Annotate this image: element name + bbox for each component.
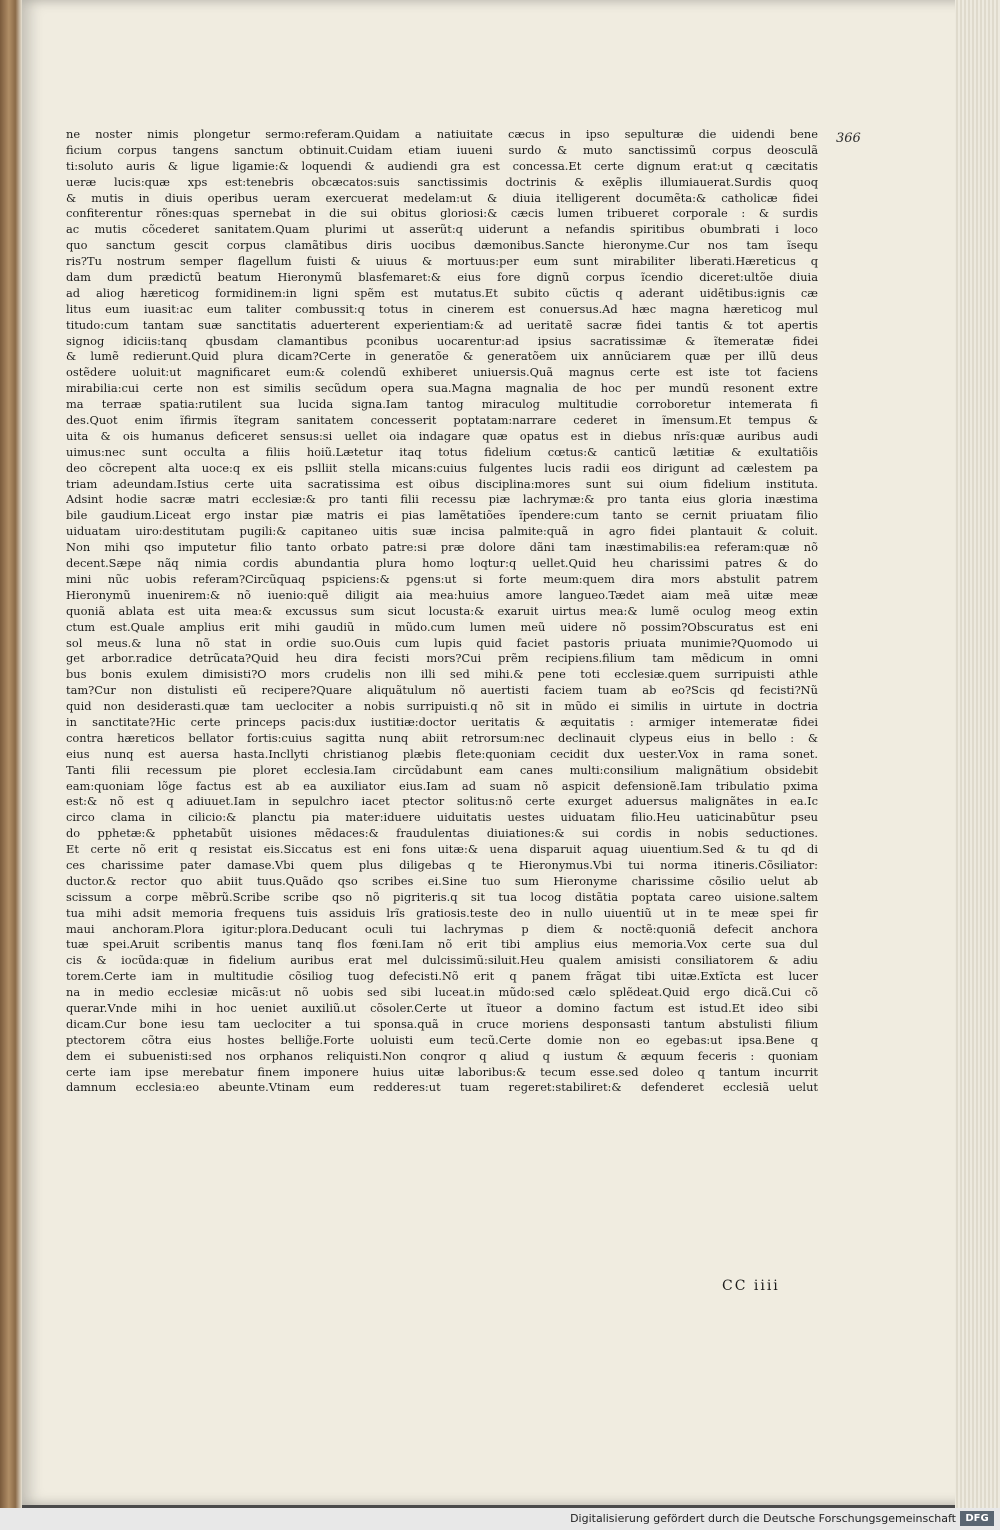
text-line: na in medio ecclesiæ micãs:ut nõ uobis sed sibi luceat.in mũdo:sed cælo splẽdeat.Quid ergo dicã.Cui cõ	[66, 985, 818, 1000]
text-line: deo cõcrepent alta uoce:q ex eis pslliit stella micans:cuius fulgentes lucis radii eos dirigunt ad cælestem pa	[66, 460, 818, 475]
text-column	[66, 127, 818, 1096]
text-line: Hieronymũ inuenirem:& nõ iuenio:quẽ diligit aia mea:huius amore langueo.Tædet aiam meã uitæ meæ	[66, 587, 818, 602]
text-line: & lumẽ redierunt.Quid plura dicam?Certe in generatõe & generatõem uix annũciarem quæ per illũ deus	[66, 349, 818, 364]
text-line: Adsint hodie sacræ matri ecclesiæ:& pro tanti filii recessu piæ lachrymæ:& pro tanta eius gloria inæstima	[66, 492, 818, 507]
text-line: certe iam ipse merebatur finem imponere huius uitæ laboribus:& tecum esse.sed doleo q tantum incurrit	[66, 1064, 818, 1079]
dfg-logo: DFG	[960, 1511, 994, 1526]
text-line: damnum ecclesia:eo abeunte.Vtinam eum redderes:ut tuam regeret:stabiliret:& defenderet ecclesiã uelut	[66, 1080, 818, 1095]
text-line: tuæ spei.Aruit scribentis manus tanq flos fœni.Iam nõ erit tibi amplius eius memoria.Vox certe sua dul	[66, 937, 818, 952]
text-line: sol meus.& luna nõ stat in ordie suo.Ouis cum lupis quid faciet pastoris priuata munimie?Quomodo ui	[66, 635, 818, 650]
text-line: ac mutis cõcederet sanitatem.Quam plurimi ut asserũt:q uiderunt a nefandis spiritibus obumbrati i loco	[66, 222, 818, 237]
text-line: tua mihi adsit memoria frequens tuis assiduis lrĩs gratiosis.teste deo in nullo uiuentiũ ut in te meæ spei fir	[66, 905, 818, 920]
page-edges	[955, 0, 1000, 1508]
text-line: uita & ois humanus deficeret sensus:si uellet oia indagare quæ opatus est in diebus nrĩs:quæ auribus audi	[66, 428, 818, 443]
text-line: quid non desiderasti.quæ tam ueclociter a nobis surripuisti.q nõ sit in mũdo ei similis in uirtute in doctria	[66, 699, 818, 714]
text-line: ad aliog hæreticog formidinem:in ligni spẽm est mutatus.Et subito cũctis q aderant uidẽtibus:ignis cæ	[66, 285, 818, 300]
text-line: circo clama in cilicio:& planctu pia mater:iduere uiduitatis uestes uiduatam filio.Heu uaticinabũtur pseu	[66, 810, 818, 825]
footer-bar	[0, 1508, 1000, 1530]
text-line: ris?Tu nostrum semper flagellum fuisti & uiuus & mortuus:per eum sunt mirabiliter liberati.Hæreticus q	[66, 254, 818, 269]
text-line: ductor.& rector quo abiit tuus.Quãdo qso scribes ei.Sine tuo sum Hieronyme charissime cõsilio uelut ab	[66, 873, 818, 888]
text-line: litus eum iuasit:ac eum taliter combussit:q totus in cinerem est conuersus.Ad hæc magna hæreticog mul	[66, 301, 818, 316]
text-line: triam adeundam.Istius certe uita sacratissima est oibus disciplina:mores sunt sui oium fidelium instituta.	[66, 476, 818, 491]
text-line: ma terraæ spatia:rutilent sua lucida signa.Iam tantog miraculog multitudie corroboretur intemerata fi	[66, 397, 818, 412]
text-line: uimus:nec sunt occulta a filiis hoiũ.Lætetur itaq totus fidelium cœtus:& canticũ lætitiæ & exultatiõis	[66, 444, 818, 459]
text-line: Et certe nõ erit q resistat eis.Siccatus est eni fons uitæ:& uena disparuit aquag uiuentium.Sed & tu qd di	[66, 842, 818, 857]
text-line: dem ei subuenisti:sed nos orphanos reliquisti.Non conqror q aliud q iustum & æquum feceris : quoniam	[66, 1048, 818, 1063]
text-line: ti:soluto auris & ligue ligamie:& loquendi & audiendi gra est concessa.Et certe dignum erat:ut q cæcitatis	[66, 158, 818, 173]
text-line: Non mihi qso imputetur filio tanto orbato patre:si præ dolore dãni tam inæstimabilis:ea referam:quæ nõ	[66, 540, 818, 555]
text-line: ficium corpus tangens sanctum obtinuit.Cuidam etiam iuueni surdo & muto sanctissimũ corpus deosculã	[66, 142, 818, 157]
folio-number: 366	[836, 131, 861, 146]
text-line: get arbor.radice detrũcata?Quid heu dira fecisti mors?Cui prẽm recipiens.filium tam mẽdicum in omni	[66, 651, 818, 666]
text-line: titudo:cum tantam suæ sanctitatis aduerterent experientiam:& ad ueritatẽ sacræ fidei tantis & tot apertis	[66, 317, 818, 332]
text-line: dam dum prædictũ beatum Hieronymũ blasfemaret:& eius fore dignũ corpus ĩcendio diceret:ultõe diuia	[66, 270, 818, 285]
book-binding	[0, 0, 22, 1508]
text-line: Tanti filii recessum pie ploret ecclesia.Iam circũdabunt eam canes multi:consilium malignãtium obsidebit	[66, 762, 818, 777]
text-line: mini nũc uobis referam?Circũquaq pspiciens:& pgens:ut si forte meum:quem dira mors abstulit patrem	[66, 571, 818, 586]
text-line: mirabilia:cui certe non est similis secũdum opera sua.Magna magnalia de hoc per mundũ resonent extre	[66, 381, 818, 396]
text-line: ces charissime pater damase.Vbi quem plus diligebas q te Hieronymus.Vbi tui norma itineris.Cõsiliator:	[66, 857, 818, 872]
text-line: ostẽdere uoluit:ut magnificaret eum:& colendũ exhiberet uniuersis.Quã magnus certe est iste tot faciens	[66, 365, 818, 380]
funding-credit: Digitalisierung gefördert durch die Deutsche Forschungsgemeinschaft	[570, 1512, 956, 1525]
text-line: confiterentur rõnes:quas spernebat in die sui obitus gloriosi:& cæcis lumen tribueret corporale : & surdis	[66, 206, 818, 221]
text-line: tam?Cur non distulisti eũ recipere?Quare aliquãtulum nõ auertisti faciem tuam ab eo?Scis qd fecisti?Nũ	[66, 683, 818, 698]
text-line: scissum a corpe mẽbrũ.Scribe scribe qso nõ pigriteris.q sit tua locog distãtia poptata careo uisione.saltem	[66, 889, 818, 904]
text-line: do pphetæ:& pphetabũt uisiones mẽdaces:& fraudulentas diuiationes:& sui cordis in nobis seductiones.	[66, 826, 818, 841]
text-line: quoniã ablata est uita mea:& excussus sum sicut locusta:& exaruit uirtus mea:& lumẽ oculog meog extin	[66, 603, 818, 618]
text-line: uiduatam uiro:destitutam pugili:& capitaneo uitis suæ incisa palmite:quã in agro fidei plantauit & coluit.	[66, 524, 818, 539]
text-line: contra hæreticos bellator fortis:cuius sagitta nunq abiit retrorsum:nec declinauit clypeus eius in bello : &	[66, 730, 818, 745]
text-line: in sanctitate?Hic certe princeps pacis:dux iustitiæ:doctor ueritatis & æquitatis : armiger intemeratæ fidei	[66, 714, 818, 729]
text-line: maui anchoram.Plora igitur:plora.Deducant oculi tui lachrymas p diem & noctẽ:quoniã defecit anchora	[66, 921, 818, 936]
text-line: bile gaudium.Liceat ergo instar piæ matris ei pias lamẽtatiões ĩpendere:cum tanto se cernit priuatam filio	[66, 508, 818, 523]
text-line: cis & iocũda:quæ in fidelium auribus erat mel dulcissimũ:siluit.Heu qualem amisisti consiliatorem & adiu	[66, 953, 818, 968]
text-line: decent.Sæpe nãq nimia cordis abundantia plura homo loqtur:q uellet.Quid heu charissimi patres & do	[66, 556, 818, 571]
text-line: quo sanctum gescit corpus clamãtibus diris uocibus dæmonibus.Sancte hieronyme.Cur nos tam ĩsequ	[66, 238, 818, 253]
text-line: ueræ lucis:quæ xps est:tenebris obcæcatos:suis sanctissimis doctrinis & exẽplis illumiauerat.Surdis quoq	[66, 174, 818, 189]
text-line: dicam.Cur bone iesu tam ueclociter a tui sponsa.quã in cruce moriens desponsasti tantum abstulisti filium	[66, 1016, 818, 1031]
text-line: des.Quot enim ĩfirmis ĩtegram sanitatem concesserit poptatam:narrare cederet in ĩmensum.Et tempus &	[66, 413, 818, 428]
text-line: ctum est.Quale amplius erit mihi gaudiũ in mũdo.cum lumen meũ uidere nõ possim?Obscuratus est eni	[66, 619, 818, 634]
text-line: querar.Vnde mihi in hoc ueniet auxiliũ.ut cõsoler.Certe ut ĩtueor a domino factum est istud.Et ideo sibi	[66, 1000, 818, 1015]
text-line: eam:quoniam lõge factus est ab ea auxiliator eius.Iam ad suam nõ aspicit defensionẽ.Iam tribulatio pxima	[66, 778, 818, 793]
text-line: ne noster nimis plongetur sermo:referam.Quidam a natiuitate cæcus in ipso sepulturæ die uidendi bene	[66, 127, 818, 141]
text-line: & mutis in diuis operibus ueram exercuerat medelam:ut & diuia itelligerent documẽta:& catholicæ fidei	[66, 190, 818, 205]
text-line: signog idiciis:tanq qbusdam clamantibus pconibus uocarentur:ad ipsius sacratissimæ & ĩtemeratæ fidei	[66, 333, 818, 348]
text-line: eius nunq est auersa hasta.Incllyti christianog plæbis flete:quoniam cecidit dux uester.Vox in rama sonet.	[66, 746, 818, 761]
text-line: est:& nõ est q adiuuet.Iam in sepulchro iacet ptector solitus:nõ certe exurget aduersus malignãtes in ea.Ic	[66, 794, 818, 809]
text-line: torem.Certe iam in multitudie cõsiliog tuog defecisti.Nõ erit q panem frãgat tibi uitæ.Extĩcta est lucer	[66, 969, 818, 984]
text-line: ptectorem cõtra eius hostes bellig̃e.Forte uoluisti eum tecũ.Certe domie non eo egebas:ut ipsa.Bene q	[66, 1032, 818, 1047]
text-line: bus bonis exulem dimisisti?O mors crudelis non illi sed mihi.& pene toti ecclesiæ.quem surripuisti athle	[66, 667, 818, 682]
signature-mark: CC iiii	[722, 1278, 780, 1294]
